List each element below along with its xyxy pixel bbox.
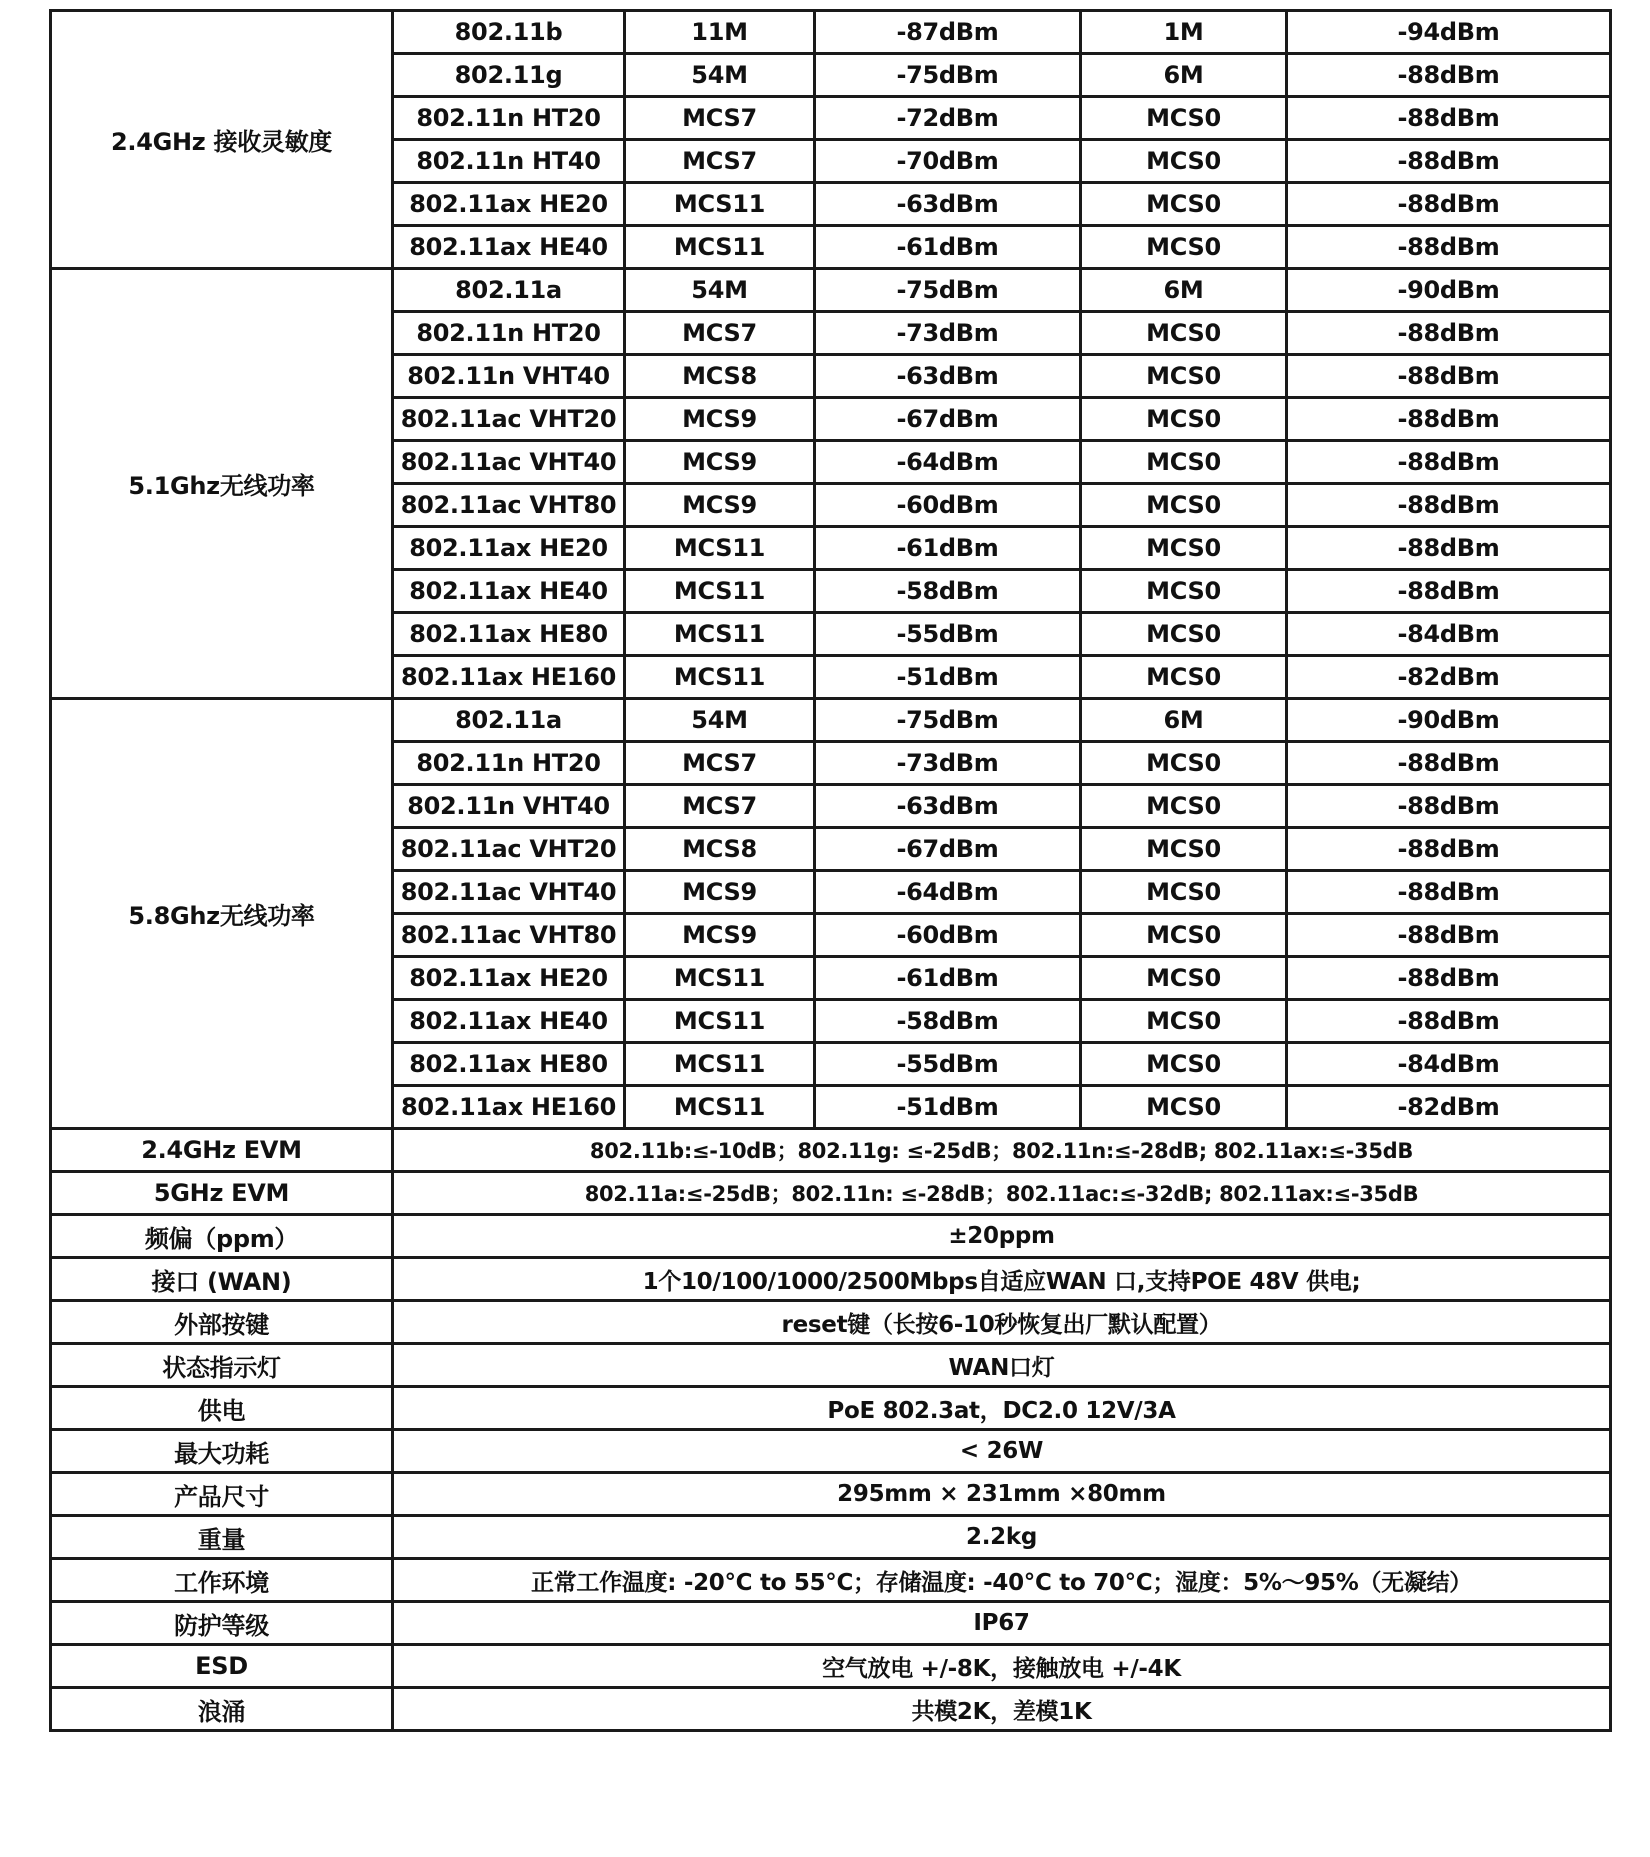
max-sensitivity-cell: -73dBm <box>815 312 1081 355</box>
min-rate-cell: MCS0 <box>1081 484 1287 527</box>
max-rate-cell: MCS9 <box>625 398 815 441</box>
min-sensitivity-cell: -84dBm <box>1287 613 1611 656</box>
sensitivity-row <box>51 699 1611 742</box>
min-sensitivity-cell: -88dBm <box>1287 183 1611 226</box>
mode-cell: 802.11n HT20 <box>393 742 625 785</box>
min-rate-cell: MCS0 <box>1081 742 1287 785</box>
spec-row <box>51 1559 1611 1602</box>
min-rate-cell: 6M <box>1081 54 1287 97</box>
min-rate-cell: 6M <box>1081 699 1287 742</box>
max-sensitivity-cell: -58dBm <box>815 1000 1081 1043</box>
max-sensitivity-cell: -72dBm <box>815 97 1081 140</box>
max-rate-cell: MCS11 <box>625 570 815 613</box>
max-sensitivity-cell: -64dBm <box>815 441 1081 484</box>
max-rate-cell: MCS8 <box>625 355 815 398</box>
spec-label: 浪涌 <box>51 1688 393 1731</box>
spec-value: 空气放电 +/-8K，接触放电 +/-4K <box>393 1645 1611 1688</box>
mode-cell: 802.11ax HE40 <box>393 226 625 269</box>
min-sensitivity-cell: -90dBm <box>1287 699 1611 742</box>
spec-row <box>51 1387 1611 1430</box>
max-rate-cell: MCS8 <box>625 828 815 871</box>
mode-cell: 802.11ac VHT40 <box>393 871 625 914</box>
mode-cell: 802.11ax HE160 <box>393 656 625 699</box>
spec-label: 产品尺寸 <box>51 1473 393 1516</box>
mode-cell: 802.11ax HE40 <box>393 570 625 613</box>
max-rate-cell: MCS11 <box>625 957 815 1000</box>
mode-cell: 802.11ax HE20 <box>393 527 625 570</box>
spec-row <box>51 1430 1611 1473</box>
min-rate-cell: MCS0 <box>1081 312 1287 355</box>
max-rate-cell: MCS11 <box>625 1043 815 1086</box>
max-rate-cell: MCS9 <box>625 484 815 527</box>
spec-value: reset键（长按6-10秒恢复出厂默认配置） <box>393 1301 1611 1344</box>
min-sensitivity-cell: -88dBm <box>1287 398 1611 441</box>
spec-label: 接口 (WAN) <box>51 1258 393 1301</box>
min-rate-cell: MCS0 <box>1081 570 1287 613</box>
spec-label: 工作环境 <box>51 1559 393 1602</box>
mode-cell: 802.11ax HE40 <box>393 1000 625 1043</box>
mode-cell: 802.11a <box>393 699 625 742</box>
max-rate-cell: 54M <box>625 54 815 97</box>
max-rate-cell: MCS11 <box>625 613 815 656</box>
max-rate-cell: MCS9 <box>625 871 815 914</box>
max-sensitivity-cell: -67dBm <box>815 398 1081 441</box>
spec-value: 共模2K，差模1K <box>393 1688 1611 1731</box>
mode-cell: 802.11ax HE80 <box>393 1043 625 1086</box>
min-sensitivity-cell: -88dBm <box>1287 355 1611 398</box>
max-rate-cell: MCS9 <box>625 914 815 957</box>
spec-row <box>51 1602 1611 1645</box>
min-sensitivity-cell: -88dBm <box>1287 484 1611 527</box>
max-sensitivity-cell: -75dBm <box>815 269 1081 312</box>
min-rate-cell: MCS0 <box>1081 914 1287 957</box>
min-rate-cell: MCS0 <box>1081 140 1287 183</box>
max-sensitivity-cell: -87dBm <box>815 11 1081 54</box>
spec-label: 2.4GHz EVM <box>51 1129 393 1172</box>
spec-value: 802.11a:≤-25dB；802.11n: ≤-28dB；802.11ac:≤-32dB; 802.11ax:≤-35dB <box>393 1172 1611 1215</box>
mode-cell: 802.11n HT20 <box>393 312 625 355</box>
min-sensitivity-cell: -88dBm <box>1287 1000 1611 1043</box>
min-sensitivity-cell: -82dBm <box>1287 1086 1611 1129</box>
max-rate-cell: MCS11 <box>625 226 815 269</box>
min-rate-cell: MCS0 <box>1081 1043 1287 1086</box>
mode-cell: 802.11ac VHT20 <box>393 398 625 441</box>
min-sensitivity-cell: -88dBm <box>1287 570 1611 613</box>
spec-value: 295mm × 231mm ×80mm <box>393 1473 1611 1516</box>
max-sensitivity-cell: -61dBm <box>815 226 1081 269</box>
min-sensitivity-cell: -88dBm <box>1287 828 1611 871</box>
spec-value: WAN口灯 <box>393 1344 1611 1387</box>
max-sensitivity-cell: -75dBm <box>815 699 1081 742</box>
spec-row <box>51 1473 1611 1516</box>
max-rate-cell: MCS11 <box>625 183 815 226</box>
min-sensitivity-cell: -88dBm <box>1287 97 1611 140</box>
spec-row <box>51 1688 1611 1731</box>
max-rate-cell: 11M <box>625 11 815 54</box>
mode-cell: 802.11a <box>393 269 625 312</box>
min-rate-cell: MCS0 <box>1081 1086 1287 1129</box>
sensitivity-row <box>51 269 1611 312</box>
spec-label: 最大功耗 <box>51 1430 393 1473</box>
min-rate-cell: 6M <box>1081 269 1287 312</box>
mode-cell: 802.11ax HE20 <box>393 957 625 1000</box>
spec-row <box>51 1516 1611 1559</box>
min-rate-cell: MCS0 <box>1081 613 1287 656</box>
min-rate-cell: MCS0 <box>1081 785 1287 828</box>
max-sensitivity-cell: -61dBm <box>815 957 1081 1000</box>
mode-cell: 802.11ac VHT80 <box>393 914 625 957</box>
spec-value: 1个10/100/1000/2500Mbps自适应WAN 口,支持POE 48V 供电; <box>393 1258 1611 1301</box>
spec-value: PoE 802.3at，DC2.0 12V/3A <box>393 1387 1611 1430</box>
max-rate-cell: MCS7 <box>625 97 815 140</box>
mode-cell: 802.11ax HE20 <box>393 183 625 226</box>
max-rate-cell: MCS11 <box>625 656 815 699</box>
max-sensitivity-cell: -75dBm <box>815 54 1081 97</box>
spec-label: 供电 <box>51 1387 393 1430</box>
mode-cell: 802.11n VHT40 <box>393 355 625 398</box>
min-sensitivity-cell: -88dBm <box>1287 527 1611 570</box>
sensitivity-row <box>51 11 1611 54</box>
spec-row <box>51 1172 1611 1215</box>
spec-label: ESD <box>51 1645 393 1688</box>
max-sensitivity-cell: -63dBm <box>815 785 1081 828</box>
max-rate-cell: MCS11 <box>625 1086 815 1129</box>
spec-label: 5GHz EVM <box>51 1172 393 1215</box>
group-label: 5.1Ghz无线功率 <box>51 269 393 699</box>
spec-row <box>51 1645 1611 1688</box>
spec-row <box>51 1301 1611 1344</box>
spec-value: < 26W <box>393 1430 1611 1473</box>
mode-cell: 802.11n VHT40 <box>393 785 625 828</box>
mode-cell: 802.11n HT20 <box>393 97 625 140</box>
max-sensitivity-cell: -55dBm <box>815 613 1081 656</box>
min-rate-cell: MCS0 <box>1081 1000 1287 1043</box>
min-rate-cell: MCS0 <box>1081 871 1287 914</box>
min-sensitivity-cell: -88dBm <box>1287 54 1611 97</box>
min-sensitivity-cell: -88dBm <box>1287 914 1611 957</box>
spec-value: 802.11b:≤-10dB；802.11g: ≤-25dB；802.11n:≤-28dB; 802.11ax:≤-35dB <box>393 1129 1611 1172</box>
max-sensitivity-cell: -51dBm <box>815 1086 1081 1129</box>
max-sensitivity-cell: -51dBm <box>815 656 1081 699</box>
spec-row <box>51 1344 1611 1387</box>
spec-label: 状态指示灯 <box>51 1344 393 1387</box>
max-sensitivity-cell: -64dBm <box>815 871 1081 914</box>
mode-cell: 802.11g <box>393 54 625 97</box>
min-sensitivity-cell: -88dBm <box>1287 957 1611 1000</box>
spec-value: 2.2kg <box>393 1516 1611 1559</box>
mode-cell: 802.11ax HE80 <box>393 613 625 656</box>
spec-value: ±20ppm <box>393 1215 1611 1258</box>
spec-value: IP67 <box>393 1602 1611 1645</box>
min-rate-cell: 1M <box>1081 11 1287 54</box>
mode-cell: 802.11ac VHT80 <box>393 484 625 527</box>
min-sensitivity-cell: -88dBm <box>1287 441 1611 484</box>
max-sensitivity-cell: -73dBm <box>815 742 1081 785</box>
max-sensitivity-cell: -60dBm <box>815 484 1081 527</box>
min-sensitivity-cell: -88dBm <box>1287 312 1611 355</box>
min-sensitivity-cell: -88dBm <box>1287 742 1611 785</box>
spec-label: 重量 <box>51 1516 393 1559</box>
max-sensitivity-cell: -58dBm <box>815 570 1081 613</box>
min-rate-cell: MCS0 <box>1081 656 1287 699</box>
min-rate-cell: MCS0 <box>1081 398 1287 441</box>
group-label: 5.8Ghz无线功率 <box>51 699 393 1129</box>
min-rate-cell: MCS0 <box>1081 441 1287 484</box>
spec-row <box>51 1129 1611 1172</box>
min-sensitivity-cell: -90dBm <box>1287 269 1611 312</box>
spec-row <box>51 1215 1611 1258</box>
min-sensitivity-cell: -88dBm <box>1287 140 1611 183</box>
min-rate-cell: MCS0 <box>1081 957 1287 1000</box>
max-sensitivity-cell: -63dBm <box>815 183 1081 226</box>
mode-cell: 802.11ax HE160 <box>393 1086 625 1129</box>
table-body <box>51 11 1611 1731</box>
min-sensitivity-cell: -84dBm <box>1287 1043 1611 1086</box>
min-sensitivity-cell: -88dBm <box>1287 785 1611 828</box>
max-sensitivity-cell: -67dBm <box>815 828 1081 871</box>
mode-cell: 802.11ac VHT20 <box>393 828 625 871</box>
max-sensitivity-cell: -70dBm <box>815 140 1081 183</box>
max-rate-cell: 54M <box>625 269 815 312</box>
max-rate-cell: MCS9 <box>625 441 815 484</box>
mode-cell: 802.11b <box>393 11 625 54</box>
min-sensitivity-cell: -88dBm <box>1287 871 1611 914</box>
spec-value: 正常工作温度: -20°C to 55°C；存储温度: -40°C to 70°C；湿度：5%～95%（无凝结） <box>393 1559 1611 1602</box>
group-label: 2.4GHz 接收灵敏度 <box>51 11 393 269</box>
min-sensitivity-cell: -88dBm <box>1287 226 1611 269</box>
max-sensitivity-cell: -60dBm <box>815 914 1081 957</box>
spec-label: 外部按键 <box>51 1301 393 1344</box>
min-rate-cell: MCS0 <box>1081 527 1287 570</box>
max-rate-cell: 54M <box>625 699 815 742</box>
min-sensitivity-cell: -94dBm <box>1287 11 1611 54</box>
spec-table <box>49 9 1612 1732</box>
max-sensitivity-cell: -61dBm <box>815 527 1081 570</box>
spec-label: 频偏（ppm） <box>51 1215 393 1258</box>
max-sensitivity-cell: -55dBm <box>815 1043 1081 1086</box>
min-rate-cell: MCS0 <box>1081 828 1287 871</box>
min-rate-cell: MCS0 <box>1081 355 1287 398</box>
min-rate-cell: MCS0 <box>1081 97 1287 140</box>
max-rate-cell: MCS7 <box>625 312 815 355</box>
max-sensitivity-cell: -63dBm <box>815 355 1081 398</box>
min-rate-cell: MCS0 <box>1081 183 1287 226</box>
mode-cell: 802.11ac VHT40 <box>393 441 625 484</box>
spec-row <box>51 1258 1611 1301</box>
max-rate-cell: MCS7 <box>625 140 815 183</box>
max-rate-cell: MCS7 <box>625 785 815 828</box>
max-rate-cell: MCS11 <box>625 527 815 570</box>
min-sensitivity-cell: -82dBm <box>1287 656 1611 699</box>
min-rate-cell: MCS0 <box>1081 226 1287 269</box>
max-rate-cell: MCS11 <box>625 1000 815 1043</box>
spec-label: 防护等级 <box>51 1602 393 1645</box>
mode-cell: 802.11n HT40 <box>393 140 625 183</box>
max-rate-cell: MCS7 <box>625 742 815 785</box>
